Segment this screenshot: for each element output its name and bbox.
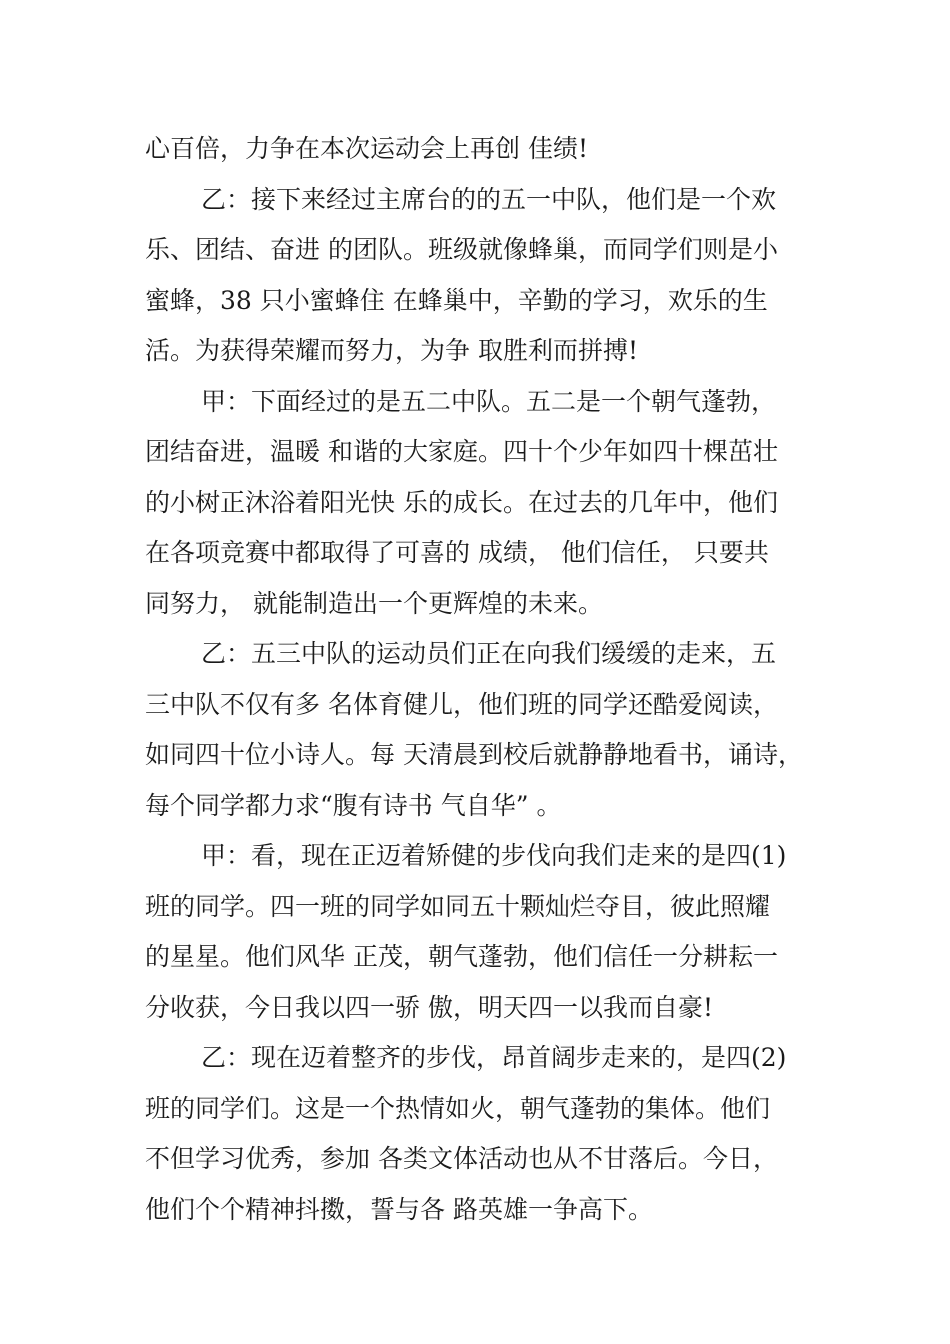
text-line: 在各项竞赛中都取得了可喜的 成绩， 他们信任， 只要共 [145, 538, 769, 567]
text-line: 团结奋进，温暖 和谐的大家庭。四十个少年如四十棵茁壮 [145, 437, 778, 466]
text-line: 的星星。他们风华 正茂，朝气蓬勃，他们信任一分耕耘一 [145, 942, 778, 971]
paragraph-first-line: 乙：五三中队的运动员们正在向我们缓缓的走来，五 [201, 639, 777, 668]
text-line: 如同四十位小诗人。每 天清晨到校后就静静地看书，诵诗， [145, 740, 803, 769]
text-line: 他们个个精神抖擞，誓与各 路英雄一争高下。 [145, 1194, 653, 1224]
text-line: 的小树正沐浴着阳光快 乐的成长。在过去的几年中，他们 [145, 487, 778, 517]
text-line: 乐、团结、奋进 的团队。班级就像蜂巢，而同学们则是小 [145, 235, 778, 264]
text-line: 班的同学。四一班的同学如同五十颗灿烂夺目，彼此照耀 [145, 891, 771, 921]
text-line: 不但学习优秀，参加 各类文体活动也从不甘落后。今日， [145, 1144, 778, 1173]
text-line: 同努力， 就能制造出一个更辉煌的未来。 [145, 588, 603, 618]
text-line: 三中队不仅有多 名体育健儿，他们班的同学还酷爱阅读， [145, 689, 778, 719]
text-line: 蜜蜂，38 只小蜜蜂住 在蜂巢中，辛勤的学习，欢乐的生 [145, 285, 768, 315]
text-line: 心百倍，力争在本次运动会上再创 佳绩! [145, 134, 588, 163]
paragraph-first-line: 甲：看，现在正迈着矫健的步伐向我们走来的是四(1) [201, 841, 787, 870]
paragraph-first-line: 甲：下面经过的是五二中队。五二是一个朝气蓬勃， [201, 386, 777, 416]
paragraph-first-line: 乙：接下来经过主席台的的五一中队，他们是一个欢 [201, 184, 777, 214]
text-line: 活。为获得荣耀而努力，为争 取胜利而拼搏! [145, 336, 638, 365]
text-line: 分收获，今日我以四一骄 傲，明天四一以我而自豪! [145, 992, 713, 1022]
body-text [145, 124, 825, 1235]
paragraph-first-line: 乙：现在迈着整齐的步伐，昂首阔步走来的，是四(2) [201, 1043, 787, 1072]
text-line: 每个同学都力求“腹有诗书 气自华” 。 [145, 790, 562, 820]
text-line: 班的同学们。这是一个热情如火，朝气蓬勃的集体。他们 [145, 1093, 771, 1123]
